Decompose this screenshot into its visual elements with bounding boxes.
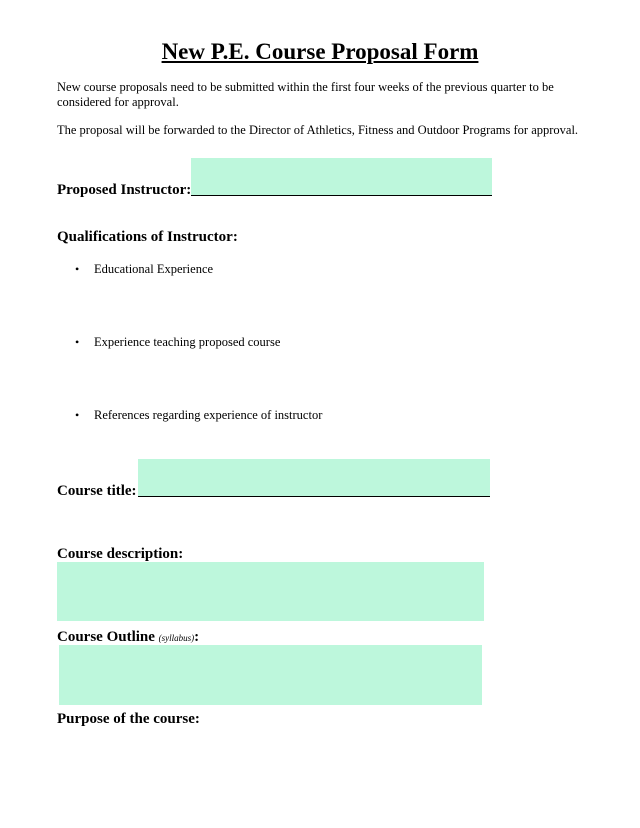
syllabus-note: (syllabus): [158, 633, 195, 643]
course-title-field[interactable]: [138, 459, 490, 497]
bullet-icon: •: [75, 408, 80, 422]
course-title-label: Course title:: [57, 483, 137, 499]
purpose-label: Purpose of the course:: [57, 711, 200, 727]
course-outline-field[interactable]: [59, 645, 482, 705]
qualification-item-label: Educational Experience: [94, 262, 214, 276]
qualification-item-education: [75, 262, 213, 277]
qualifications-label: Qualifications of Instructor:: [57, 229, 238, 245]
proposed-instructor-field[interactable]: [191, 158, 492, 196]
course-outline-colon: :: [194, 629, 200, 645]
proposed-instructor-label: Proposed Instructor:: [57, 182, 192, 198]
approval-paragraph: The proposal will be forwarded to the Director of Athletics, Fitness and Outdoor Programs for approval.: [57, 123, 579, 137]
bullet-icon: •: [75, 262, 80, 276]
page-title: New P.E. Course Proposal Form: [161, 39, 479, 64]
course-description-label: Course description:: [57, 546, 184, 562]
course-description-field[interactable]: [57, 562, 484, 621]
qualification-item-teaching: [75, 335, 280, 350]
course-outline-label-text: Course Outline: [57, 629, 155, 645]
qualification-item-references: [75, 408, 322, 423]
qualification-item-label: Experience teaching proposed course: [94, 335, 281, 349]
intro-paragraph: New course proposals need to be submitted within the first four weeks of the previous quarter to be considered for approval.: [57, 80, 554, 109]
qualification-item-label: References regarding experience of instructor: [94, 408, 323, 422]
bullet-icon: •: [75, 335, 80, 349]
